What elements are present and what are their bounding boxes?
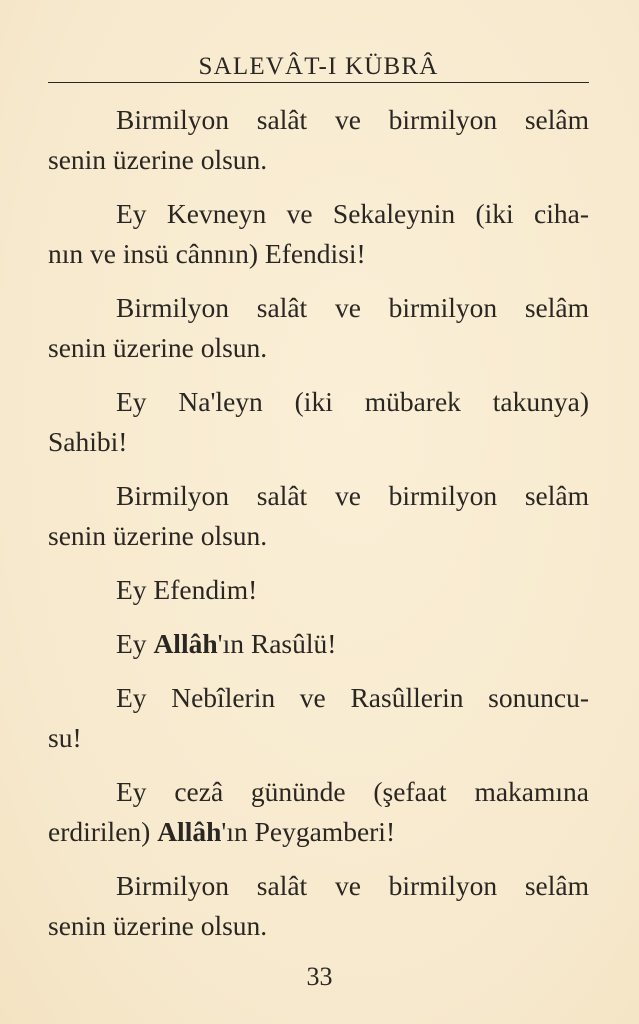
paragraph-line: Ey Kevneyn ve Sekaleynin (iki ciha- xyxy=(116,198,589,229)
paragraph-7 xyxy=(48,624,589,664)
paragraph-line: senin üzerine olsun. xyxy=(48,910,268,941)
header-rule xyxy=(48,82,589,83)
paragraph-line: Sahibi! xyxy=(48,426,128,457)
running-title: SALEVÂT-I KÜBRÂ xyxy=(198,53,439,80)
page-number: 33 xyxy=(306,962,333,991)
paragraph-8 xyxy=(48,678,589,758)
paragraph-line: senin üzerine olsun. xyxy=(48,144,268,175)
paragraph-line: Birmilyon salât ve birmilyon selâm xyxy=(116,870,589,901)
paragraph-line xyxy=(48,624,589,664)
text-run: 'ın Rasûlü! xyxy=(217,628,337,659)
paragraph-line: su! xyxy=(48,722,82,753)
paragraph-line xyxy=(48,812,589,852)
paragraph-line: nın ve insü cânnın) Efendisi! xyxy=(48,238,366,269)
paragraph-line: Ey Efendim! xyxy=(116,574,258,605)
paragraph-line: Birmilyon salât ve birmilyon selâm xyxy=(116,292,589,323)
paragraph-line: Ey Nebîlerin ve Rasûllerin sonuncu- xyxy=(116,682,589,713)
paragraph-4 xyxy=(48,382,589,462)
text-run: erdirilen) xyxy=(48,816,158,847)
paragraph-2 xyxy=(48,194,589,274)
paragraph-line: senin üzerine olsun. xyxy=(48,332,268,363)
paragraph-1 xyxy=(48,100,589,180)
text-run: Ey xyxy=(116,628,154,659)
paragraph-line: Ey cezâ gününde (şefaat makamına xyxy=(116,776,589,807)
text-run: 'ın Peygamberi! xyxy=(221,816,396,847)
paragraph-6 xyxy=(48,570,589,610)
paragraph-line: senin üzerine olsun. xyxy=(48,520,268,551)
paragraph-5 xyxy=(48,476,589,556)
bold-word: Allâh xyxy=(153,628,218,659)
paragraph-9 xyxy=(48,772,589,852)
bold-word: Allâh xyxy=(157,816,222,847)
body-text xyxy=(48,100,589,960)
paragraph-line: Birmilyon salât ve birmilyon selâm xyxy=(116,104,589,135)
paragraph-line: Ey Na'leyn (iki mübarek takunya) xyxy=(116,386,589,417)
paragraph-3 xyxy=(48,288,589,368)
paragraph-10 xyxy=(48,866,589,946)
paragraph-line: Birmilyon salât ve birmilyon selâm xyxy=(116,480,589,511)
